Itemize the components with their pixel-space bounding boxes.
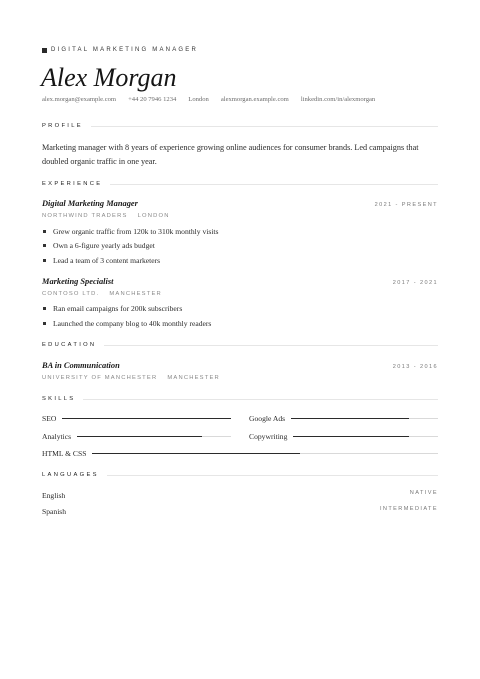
skill-analytics	[42, 432, 231, 441]
job-company: NORTHWIND TRADERS	[42, 213, 128, 219]
bullet-icon	[43, 322, 46, 325]
contact-linkedin[interactable]: linkedin.com/in/alexmorgan	[300, 96, 376, 103]
skill-label: HTML & CSS	[42, 449, 87, 458]
section-experience-header	[42, 181, 438, 187]
job-title: Digital Marketing Manager	[42, 199, 138, 208]
education-org	[42, 375, 220, 381]
skill-label: SEO	[42, 414, 57, 423]
skill-bar-fill	[92, 453, 299, 455]
bullet-icon	[43, 259, 46, 262]
school-location: MANCHESTER	[167, 375, 220, 381]
job-title: Marketing Specialist	[42, 277, 114, 286]
skill-copywriting	[249, 432, 438, 441]
job-org	[42, 213, 170, 219]
section-title: LANGUAGES	[42, 472, 99, 478]
job-org	[42, 291, 162, 297]
skill-bar-fill	[77, 436, 202, 438]
skill-bar	[77, 436, 231, 437]
contact-email[interactable]: alex.morgan@example.com	[42, 96, 117, 103]
section-divider	[91, 126, 438, 127]
bullet-icon	[43, 244, 46, 247]
job-location: LONDON	[137, 213, 170, 219]
bullet-text: Launched the company blog to 40k monthly readers	[53, 319, 212, 328]
profile-summary: Marketing manager with 8 years of experience growing online audiences for consumer brands. Led campaigns that doubled organic traffic in one year.	[42, 143, 419, 166]
language-name: Spanish	[42, 507, 67, 516]
bullet-text: Lead a team of 3 content marketers	[53, 256, 161, 265]
list-item	[42, 256, 160, 265]
section-languages-header	[42, 472, 438, 478]
section-title: PROFILE	[42, 123, 83, 129]
job-company: CONTOSO LTD.	[42, 291, 100, 297]
bullet-icon	[43, 307, 46, 310]
candidate-name: Alex Morgan	[41, 63, 177, 92]
degree-title: BA in Communication	[42, 361, 120, 370]
skill-label: Google Ads	[249, 414, 286, 423]
skill-label: Analytics	[42, 432, 72, 441]
contact-phone: +44 20 7946 1234	[128, 96, 177, 103]
skill-bar-fill	[293, 436, 409, 438]
skill-seo	[42, 414, 231, 423]
skill-bar-fill	[291, 418, 409, 420]
skill-bar	[291, 418, 438, 419]
job-location: MANCHESTER	[109, 291, 162, 297]
bullet-text: Grew organic traffic from 120k to 310k monthly visits	[53, 227, 219, 236]
bullet-text: Ran email campaigns for 200k subscribers	[53, 304, 183, 313]
role-line	[42, 45, 198, 55]
bullet-text: Own a 6-figure yearly ads budget	[53, 241, 155, 250]
section-profile-header	[42, 123, 438, 129]
skill-google-ads	[249, 414, 438, 423]
square-bullet-icon	[42, 48, 47, 53]
skill-bar	[62, 418, 231, 419]
section-title: EXPERIENCE	[42, 181, 103, 187]
school-name: UNIVERSITY OF MANCHESTER	[42, 375, 158, 381]
section-divider	[110, 184, 438, 185]
language-level: INTERMEDIATE	[379, 506, 438, 512]
section-divider	[104, 345, 438, 346]
list-item	[42, 241, 155, 250]
section-education-header	[42, 342, 438, 348]
language-level: NATIVE	[409, 490, 438, 496]
section-skills-header	[42, 396, 438, 402]
list-item	[42, 227, 219, 236]
skill-label: Copywriting	[249, 432, 288, 441]
skill-bar-fill	[62, 418, 231, 420]
education-dates: 2013 - 2016	[392, 364, 438, 370]
list-item	[42, 304, 182, 313]
section-divider	[83, 399, 438, 400]
contact-website[interactable]: alexmorgan.example.com	[220, 96, 289, 103]
list-item	[42, 319, 211, 328]
section-divider	[107, 475, 438, 476]
language-name: English	[42, 491, 66, 500]
skill-html-css	[42, 449, 438, 458]
section-title: SKILLS	[42, 396, 76, 402]
contact-location: London	[188, 96, 209, 103]
bullet-icon	[43, 230, 46, 233]
section-title: EDUCATION	[42, 342, 97, 348]
job-dates: 2021 - PRESENT	[374, 202, 438, 208]
contact-row	[42, 96, 375, 103]
role-title: DIGITAL MARKETING MANAGER	[51, 47, 199, 53]
job-dates: 2017 - 2021	[392, 280, 438, 286]
skill-bar	[92, 453, 438, 454]
skill-bar	[293, 436, 438, 437]
